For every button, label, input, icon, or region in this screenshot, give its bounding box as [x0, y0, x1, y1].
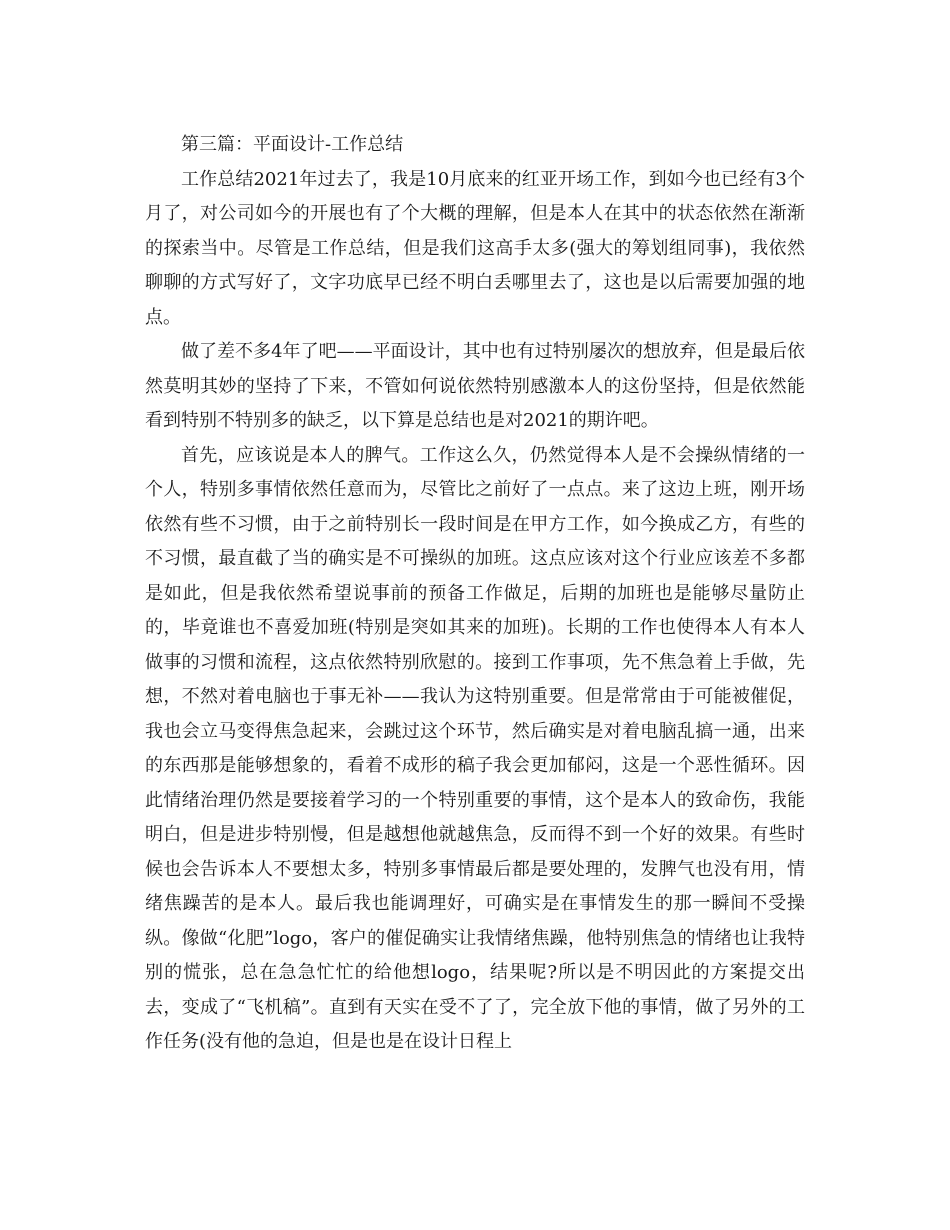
document-body	[145, 128, 805, 1060]
paragraph-1: 工作总结2021年过去了，我是10月底来的红亚开场工作，到如今也已经有3个月了，对公司如今的开展也有了个大概的理解，但是本人在其中的状态依然在渐渐的探索当中。尽管是工作总结，但是我们这高手太多(强大的筹划组同事)，我依然聊聊的方式写好了，文字功底早已经不明白丢哪里去了，这也是以后需要加强的地点。	[145, 168, 805, 328]
paragraph-2: 做了差不多4年了吧——平面设计，其中也有过特别屡次的想放弃，但是最后依然莫明其妙的坚持了下来，不管如何说依然特别感激本人的这份坚持，但是依然能看到特别不特别多的缺乏，以下算是总结也是对2021的期许吧。	[145, 341, 805, 431]
paragraph-3: 首先，应该说是本人的脾气。工作这么久，仍然觉得本人是不会操纵情绪的一个人，特别多事情依然任意而为，尽管比之前好了一点点。来了这边上班，刚开场依然有些不习惯，由于之前特别长一段时间是在甲方工作，如今换成乙方，有些的不习惯，最直截了当的确实是不可操纵的加班。这点应该对这个行业应该差不多都是如此，但是我依然希望说事前的预备工作做足，后期的加班也是能够尽量防止的，毕竟谁也不喜爱加班(特别是突如其来的加班)。长期的工作也使得本人有本人做事的习惯和流程，这点依然特别欣慰的。接到工作事项，先不焦急着上手做，先想，不然对着电脑也于事无补——我认为这特别重要。但是常常由于可能被催促，我也会立马变得焦急起来，会跳过这个环节，然后确实是对着电脑乱搞一通，出来的东西那是能够想象的，看着不成形的稿子我会更加郁闷，这是一个恶性循环。因此情绪治理仍然是要接着学习的一个特别重要的事情，这个是本人的致命伤，我能明白，但是进步特别慢，但是越想他就越焦急，反而得不到一个好的效果。有些时候也会告诉本人不要想太多，特别多事情最后都是要处理的，发脾气也没有用，情绪焦躁苦的是本人。最后我也能调理好，可确实是在事情发生的那一瞬间不受操纵。像做“化肥”logo，客户的催促确实让我情绪焦躁，他特别焦急的情绪也让我特别的慌张，总在急急忙忙的给他想logo，结果呢?所以是不明因此的方案提交出去，变成了“飞机稿”。直到有天实在受不了了，完全放下他的事情，做了另外的工作任务(没有他的急迫，但是也是在设计日程上	[145, 444, 805, 1052]
document-heading: 第三篇：平面设计-工作总结	[181, 134, 404, 155]
